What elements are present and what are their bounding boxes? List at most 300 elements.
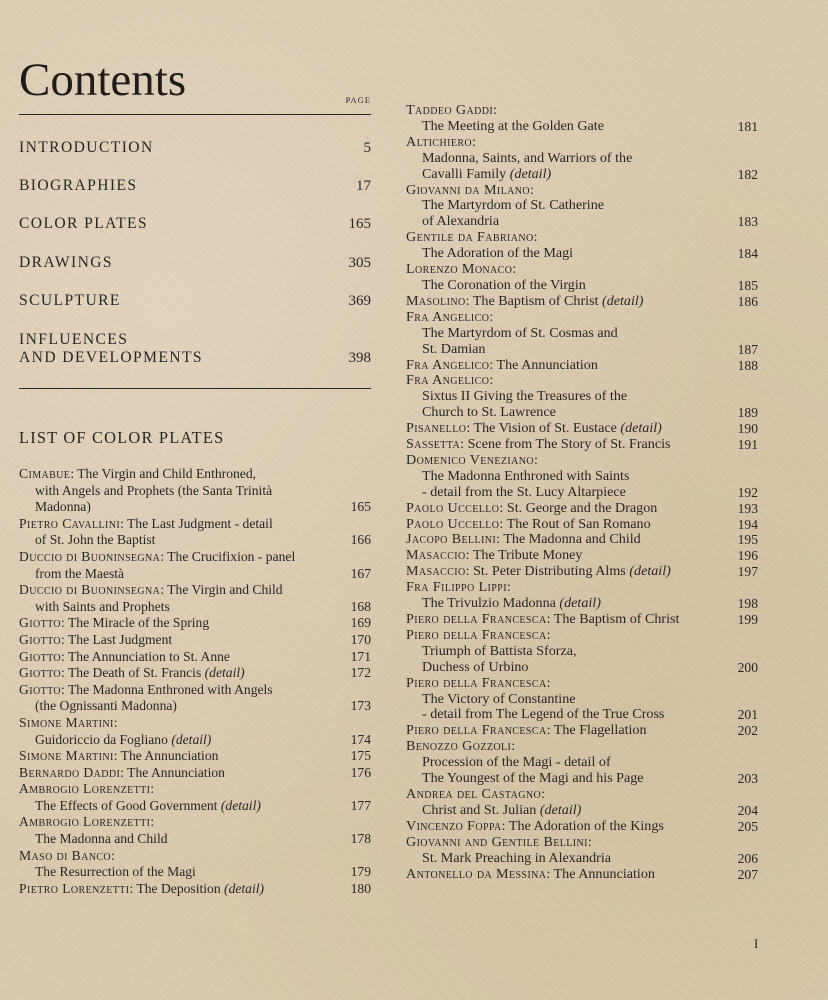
entry-line <box>406 517 720 533</box>
work-title: The Baptism of Christ <box>553 611 680 627</box>
plate-page-number: 178 <box>350 831 371 847</box>
section-page-number: 369 <box>348 293 371 309</box>
plate-page-number: 170 <box>350 631 371 647</box>
artist-name: Lorenzo Monaco <box>406 261 513 278</box>
plate-entry <box>19 814 371 847</box>
work-title-line: Cavalli Family (detail) <box>422 165 552 182</box>
separator: : <box>496 531 504 548</box>
plate-page-number: 192 <box>737 484 758 500</box>
separator: : <box>499 515 507 532</box>
work-title-line: The Meeting at the Golden Gate <box>422 117 604 134</box>
plate-page-number: 185 <box>737 277 758 293</box>
work-title-line: The Resurrection of the Magi <box>35 864 196 880</box>
section-label: COLOR PLATES <box>19 215 149 232</box>
work-title: The Miracle of the Spring <box>67 615 210 631</box>
separator: : <box>129 880 137 896</box>
artist-name: Simone Martini <box>19 748 114 764</box>
plate-entry <box>406 294 758 310</box>
entry-line <box>19 549 333 566</box>
artist-name: Taddeo Gaddi <box>406 102 494 118</box>
work-title-line: of Alexandria <box>422 213 500 230</box>
artist-name: Benozzo Gozzoli <box>406 738 512 755</box>
plate-page-number: 176 <box>350 764 371 780</box>
plate-page-number: 200 <box>737 659 758 675</box>
plate-page-number: 182 <box>737 166 758 182</box>
work-title: The Annunciation <box>120 748 219 764</box>
artist-name: Giovanni da Milano <box>406 181 530 198</box>
work-title-line: Procession of the Magi - detail of <box>422 754 611 771</box>
work-title-line: Madonna) <box>35 499 91 515</box>
work-title: The Annunciation to St. Anne <box>67 648 230 664</box>
detail-note: (detail) <box>220 797 261 813</box>
separator: : <box>160 582 168 598</box>
work-title: The Death of St. Francis <box>67 665 202 681</box>
artist-name: Bernardo Daddi <box>19 764 121 780</box>
section-page-number: 17 <box>356 178 371 194</box>
plate-page-number: 180 <box>350 880 371 896</box>
plate-page-number: 179 <box>350 864 371 880</box>
work-title-line: The Madonna Enthroned with Saints <box>422 467 630 484</box>
plate-page-number: 173 <box>350 698 371 714</box>
detail-note: (detail) <box>539 801 582 818</box>
detail-note: (detail) <box>171 731 212 747</box>
plate-entry <box>406 373 758 421</box>
entry-line <box>406 373 720 389</box>
work-title-line: Guidoriccio da Fogliano (detail) <box>35 731 212 747</box>
work-title-line: The Martyrdom of St. Cosmas and <box>422 324 618 341</box>
work-title-line: with Saints and Prophets <box>35 598 170 614</box>
plate-entry <box>19 665 371 682</box>
separator: : <box>465 563 474 580</box>
artist-name: Giotto <box>19 681 62 697</box>
entry-line <box>19 748 333 765</box>
artist-name: Piero della Francesca <box>406 611 547 627</box>
work-title-line: The Trivulzio Madonna (detail) <box>422 595 601 612</box>
separator: : <box>160 548 168 564</box>
separator: : <box>546 722 554 739</box>
plate-entry <box>406 676 758 724</box>
work-title-line: Triumph of Battista Sforza, <box>422 642 577 659</box>
section-row <box>19 292 371 310</box>
plate-page-number: 197 <box>737 564 758 580</box>
work-title-line: Duchess of Urbino <box>422 658 529 675</box>
detail-note: (detail) <box>224 880 265 896</box>
separator: : <box>529 181 534 198</box>
entry-line <box>406 453 720 469</box>
artist-name: Jacopo Bellini <box>406 531 497 548</box>
plate-page-number: 189 <box>737 405 758 421</box>
work-title: The Annunciation <box>496 356 598 373</box>
plate-page-number: 177 <box>350 797 371 813</box>
detail-note: (detail) <box>204 665 245 681</box>
entry-line <box>406 548 720 564</box>
plate-page-number: 171 <box>350 648 371 664</box>
work-title-line: St. Damian <box>422 340 486 357</box>
separator: : <box>120 764 128 780</box>
artist-name: Paolo Uccello <box>406 499 500 516</box>
entry-line <box>19 582 333 599</box>
separator: : <box>506 579 511 596</box>
section-label: SCULPTURE <box>19 292 121 309</box>
separator: : <box>61 681 68 697</box>
separator: : <box>493 102 498 118</box>
work-title-line: (the Ognissanti Madonna) <box>35 698 177 714</box>
separator: : <box>465 547 473 564</box>
entry-line <box>406 358 720 374</box>
work-title: The Rout of San Romano <box>506 515 651 532</box>
plate-page-number: 184 <box>737 246 758 262</box>
entry-line <box>406 835 720 851</box>
artist-name: Fra Angelico <box>406 308 490 325</box>
artist-name: Duccio di Buoninsegna <box>19 548 161 564</box>
entry-line <box>406 532 720 548</box>
entry-line <box>406 819 720 835</box>
plate-list-left <box>19 466 371 897</box>
work-title: The Annunciation <box>553 865 655 882</box>
entry-line <box>406 628 720 644</box>
artist-name: Simone Martini <box>19 714 114 730</box>
entry-line <box>19 814 333 831</box>
plate-entry <box>19 516 371 549</box>
work-title-line: - detail from The Legend of the True Cross <box>422 706 665 723</box>
separator: : <box>533 229 538 246</box>
work-title-line: from the Maestà <box>35 565 125 581</box>
separator: : <box>489 372 494 389</box>
artist-name: Gentile da Fabriano <box>406 229 534 246</box>
entry-line <box>19 765 333 782</box>
detail-note: (detail) <box>509 165 552 182</box>
entry-line <box>19 848 333 865</box>
artist-name: Paolo Uccello <box>406 515 500 532</box>
work-title-line: The Martyrdom of St. Catherine <box>422 197 605 214</box>
section-row <box>19 139 371 157</box>
artist-name: Ambrogio Lorenzetti <box>19 814 151 830</box>
plate-entry <box>19 632 371 649</box>
work-title: The Baptism of Christ <box>472 292 599 309</box>
separator: : <box>460 436 468 453</box>
section-label: INFLUENCES <box>19 331 129 348</box>
entry-line <box>406 310 720 326</box>
plate-entry <box>19 848 371 881</box>
separator: : <box>587 833 592 850</box>
plate-entry <box>406 867 758 883</box>
plate-entry <box>19 781 371 814</box>
entry-line <box>19 649 333 666</box>
section-label: BIOGRAPHIES <box>19 177 138 194</box>
plate-page-number: 174 <box>350 731 371 747</box>
plate-page-number: 165 <box>350 499 371 515</box>
plate-entry <box>19 715 371 748</box>
entry-line <box>406 564 720 580</box>
list-of-plates-heading: LIST OF COLOR PLATES <box>19 428 225 447</box>
work-title-line: Sixtus II Giving the Treasures of the <box>422 388 628 405</box>
artist-name: Fra Angelico <box>406 372 490 389</box>
work-title: The Virgin and Child <box>167 582 283 598</box>
plate-page-number: 194 <box>737 516 758 532</box>
artist-name: Masaccio <box>406 563 466 580</box>
plate-entry <box>19 682 371 715</box>
work-title-line: The Adoration of the Magi <box>422 245 574 262</box>
plate-entry <box>406 262 758 294</box>
separator: : <box>541 785 546 802</box>
plate-entry <box>406 612 758 628</box>
artist-name: Giotto <box>19 631 62 647</box>
work-title: The Vision of St. Eustace <box>473 420 617 437</box>
artist-name: Vincenzo Foppa <box>406 817 502 834</box>
plate-page-number: 193 <box>737 500 758 516</box>
plate-entry <box>406 310 758 358</box>
separator: : <box>472 133 476 150</box>
work-title-line: The Coronation of the Virgin <box>422 276 586 293</box>
plate-entry <box>406 835 758 867</box>
plate-entry <box>406 532 758 548</box>
detail-note: (detail) <box>559 595 601 612</box>
artist-name: Piero della Francesca <box>406 674 547 691</box>
section-page-number: 5 <box>363 140 371 156</box>
plate-entry <box>406 183 758 231</box>
work-title-line: The Madonna and Child <box>35 831 168 847</box>
entry-line <box>19 715 333 732</box>
plate-page-number: 204 <box>737 802 758 818</box>
artist-name: Domenico Veneziano <box>406 451 535 468</box>
plate-entry <box>406 723 758 739</box>
entry-line <box>406 437 720 453</box>
section-row <box>19 331 371 367</box>
plate-entry <box>406 437 758 453</box>
separator: : <box>150 814 155 830</box>
separator: : <box>534 451 538 468</box>
artist-name: Pisanello <box>406 420 467 437</box>
plate-page-number: 168 <box>350 598 371 614</box>
artist-name: Andrea del Castagno <box>406 785 542 802</box>
plate-page-number: 199 <box>737 612 758 627</box>
artist-name: Piero della Francesca <box>406 626 547 643</box>
entry-line <box>406 421 720 437</box>
artist-name: Giovanni and Gentile Bellini <box>406 833 588 850</box>
plate-entry <box>406 517 758 533</box>
separator: : <box>546 611 554 627</box>
artist-name: Masolino <box>406 292 466 309</box>
plate-page-number: 166 <box>350 532 371 548</box>
plate-page-number: 183 <box>737 214 758 230</box>
entry-line <box>406 230 720 246</box>
work-title: The Flagellation <box>553 722 647 739</box>
plate-list-right <box>406 103 758 882</box>
entry-line <box>19 516 333 533</box>
plate-page-number: 190 <box>737 421 758 437</box>
separator: : <box>113 714 118 730</box>
section-page-number: 305 <box>348 255 371 271</box>
entry-line <box>19 682 333 699</box>
section-row <box>19 215 371 233</box>
artist-name: Piero della Francesca <box>406 722 547 739</box>
separator: : <box>70 466 78 481</box>
entry-line <box>19 781 333 798</box>
plate-entry <box>406 453 758 501</box>
section-row <box>19 254 371 272</box>
separator: : <box>512 261 517 278</box>
page-column-header: PAGE <box>345 95 371 105</box>
plate-page-number: 186 <box>737 293 758 309</box>
plate-entry <box>406 103 758 135</box>
plate-entry <box>19 649 371 666</box>
plate-page-number: 202 <box>737 723 758 739</box>
artist-name: Cimabue <box>19 466 71 481</box>
page-folio: I <box>754 936 759 951</box>
entry-line <box>19 615 333 632</box>
work-title-line: The Victory of Constantine <box>422 690 576 707</box>
plate-entry <box>19 466 371 516</box>
artist-name: Masaccio <box>406 547 466 564</box>
entry-line <box>19 665 333 682</box>
plate-entry <box>406 548 758 564</box>
separator: : <box>150 781 155 797</box>
plate-entry <box>406 819 758 835</box>
artist-name: Sassetta <box>406 436 461 453</box>
artist-name: Giotto <box>19 615 62 631</box>
separator: : <box>501 817 509 834</box>
work-title: The Madonna and Child <box>503 531 641 548</box>
separator: : <box>61 648 68 664</box>
artist-name: Ambrogio Lorenzetti <box>19 781 151 797</box>
plate-page-number: 207 <box>737 866 758 882</box>
section-label-line-2: AND DEVELOPMENTS <box>19 349 203 366</box>
work-title-line: of St. John the Baptist <box>35 532 156 548</box>
artist-name: Maso di Banco <box>19 847 112 863</box>
artist-name: Fra Angelico <box>406 356 490 373</box>
section-row <box>19 177 371 195</box>
entry-line <box>406 135 720 151</box>
artist-name: Duccio di Buoninsegna <box>19 582 161 598</box>
plate-page-number: 201 <box>737 707 758 723</box>
work-title: The Madonna Enthroned with Angels <box>67 681 273 697</box>
plate-entry <box>406 580 758 612</box>
plate-page-number: 172 <box>350 665 371 681</box>
plate-page-number: 169 <box>350 615 371 631</box>
artist-name: Fra Filippo Lippi <box>406 579 507 596</box>
section-page-number: 165 <box>348 216 371 232</box>
plate-page-number: 198 <box>737 596 758 612</box>
plate-page-number: 181 <box>737 118 758 134</box>
detail-note: (detail) <box>620 420 662 437</box>
plate-entry <box>19 765 371 782</box>
plate-entry <box>19 748 371 765</box>
artist-name: Pietro Cavallini <box>19 515 121 531</box>
work-title: St. George and the Dragon <box>506 499 658 516</box>
separator: : <box>61 631 68 647</box>
entry-line <box>406 183 720 199</box>
work-title-line: Christ and St. Julian (detail) <box>422 801 582 818</box>
separator: : <box>466 420 474 437</box>
plate-page-number: 203 <box>737 771 758 787</box>
plate-entry <box>406 739 758 787</box>
plate-page-number: 196 <box>737 548 758 564</box>
entry-line <box>406 867 720 883</box>
plate-page-number: 187 <box>737 341 758 357</box>
plate-page-number: 175 <box>350 748 371 764</box>
work-title: The Deposition <box>136 880 221 896</box>
artist-name: Altichiero <box>406 133 473 150</box>
separator: : <box>546 865 554 882</box>
work-title: The Tribute Money <box>472 547 583 564</box>
separator: : <box>120 515 127 531</box>
work-title-line: Church to St. Lawrence <box>422 404 556 421</box>
entry-line <box>406 501 720 517</box>
entry-line <box>406 723 720 739</box>
work-title-line: Madonna, Saints, and Warriors of the <box>422 149 633 166</box>
work-title-line: - detail from the St. Lucy Altarpiece <box>422 483 626 500</box>
detail-note: (detail) <box>629 563 671 580</box>
separator: : <box>511 738 516 755</box>
entry-line <box>19 881 333 898</box>
separator: : <box>499 499 507 516</box>
page-title: Contents <box>19 54 187 106</box>
work-title-line: St. Mark Preaching in Alexandria <box>422 849 612 866</box>
section-label: DRAWINGS <box>19 254 113 271</box>
plate-entry <box>19 549 371 582</box>
plate-entry <box>406 358 758 374</box>
work-title: The Last Judgment <box>67 631 173 647</box>
work-title-line: The Effects of Good Government (detail) <box>35 797 261 813</box>
plate-entry <box>19 615 371 632</box>
plate-page-number: 195 <box>737 532 758 548</box>
entry-line <box>406 580 720 596</box>
entry-line <box>19 632 333 649</box>
work-title-line: with Angels and Prophets (the Santa Trinità <box>35 482 273 498</box>
separator: : <box>113 748 121 764</box>
entry-line <box>19 466 333 483</box>
plate-entry <box>406 230 758 262</box>
work-title-line: The Youngest of the Magi and his Page <box>422 770 644 787</box>
artist-name: Giotto <box>19 648 62 664</box>
work-title: The Crucifixion - panel <box>167 548 296 564</box>
separator: : <box>61 665 68 681</box>
separator: : <box>61 615 68 631</box>
entry-line <box>406 612 720 628</box>
plate-page-number: 191 <box>737 437 758 453</box>
detail-note: (detail) <box>602 292 644 309</box>
entry-line <box>406 676 720 692</box>
work-title: The Last Judgment - detail <box>127 515 273 531</box>
entry-line <box>406 739 720 755</box>
artist-name: Pietro Lorenzetti <box>19 880 130 896</box>
plate-entry <box>19 881 371 898</box>
entry-line <box>406 787 720 803</box>
work-title: The Virgin and Child Enthroned, <box>77 466 257 481</box>
plate-entry <box>406 628 758 676</box>
middle-rule <box>19 388 371 389</box>
section-page-number: 398 <box>348 350 371 366</box>
plate-page-number: 188 <box>737 357 758 373</box>
separator: : <box>111 847 115 863</box>
plate-entry <box>406 501 758 517</box>
separator: : <box>489 356 497 373</box>
work-title: Scene from The Story of St. Francis <box>467 436 671 453</box>
work-title: The Annunciation <box>127 764 225 780</box>
section-label: INTRODUCTION <box>19 139 154 156</box>
plate-entry <box>19 582 371 615</box>
top-rule <box>19 114 371 115</box>
plate-page-number: 205 <box>737 818 758 834</box>
separator: : <box>546 626 551 643</box>
plate-page-number: 206 <box>737 850 758 866</box>
work-title: The Adoration of the Kings <box>508 817 664 834</box>
artist-name: Giotto <box>19 665 62 681</box>
plate-entry <box>406 135 758 183</box>
plate-page-number: 167 <box>350 565 371 581</box>
separator: : <box>465 292 473 309</box>
plate-entry <box>406 787 758 819</box>
